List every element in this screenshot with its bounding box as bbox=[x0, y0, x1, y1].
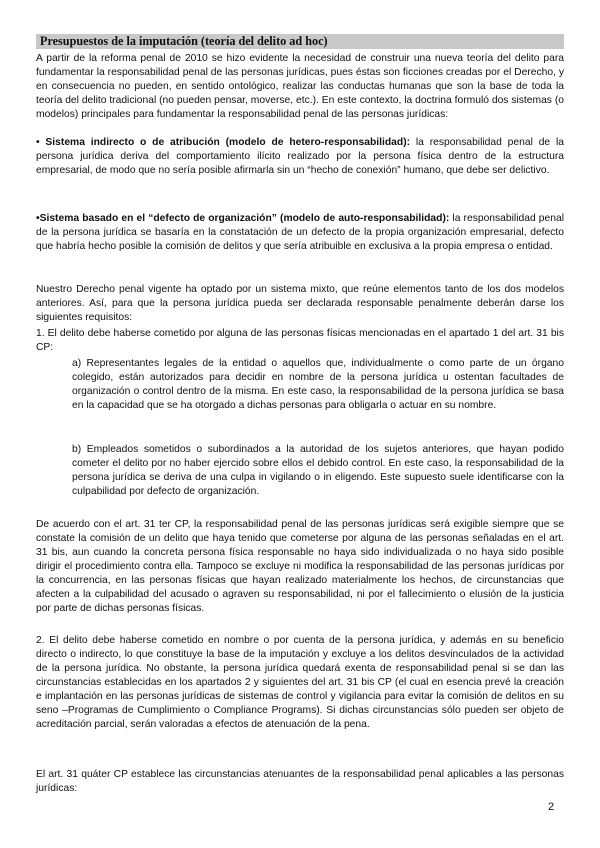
sistema-indirecto-text: la responsabilidad penal de la persona jurídica deriva del comportamiento ilícito realizado por la persona física dentro de la estructura empresarial, de modo que no sería posible afirmarla sin un “hecho de conexión” humano, que debe ser delictivo. bbox=[36, 137, 564, 176]
art-31-ter-paragraph: De acuerdo con el art. 31 ter CP, la responsabilidad penal de las personas jurídicas será exigible siempre que se constate la comisión de un delito que haya tenido que cometerse por alguna de las personas señaladas en el art. 31 bis, aun cuando la concreta persona física responsable no haya sido individualizada o no haya sido posible dirigir el procedimiento contra ella. Tampoco se excluye ni modifica la responsabilidad de las personas jurídicas por la concurrencia, en las personas físicas que hayan realizado materialmente los hechos, de circunstancias que afecten a la culpabilidad del acusado o agraven su responsabilidad, ni por el fallecimiento o elusión de la justicia por parte de dichas personas físicas. bbox=[36, 519, 564, 614]
item-a-representantes: a) Representantes legales de la entidad o aquellos que, individualmente o como parte de un órgano colegido, están autorizados para decidir en nombre de la persona jurídica u ostentan facultades de organización o control dentro de la misma. En este caso, la responsabilidad de la persona jurídica se basa en la capacidad que se ha otorgado a dichas personas para obligarla o actuar en su nombre. bbox=[72, 358, 564, 411]
page-number: 2 bbox=[548, 801, 555, 813]
sistema-defecto-title: •Sistema basado en el “defecto de organización” (modelo de auto-responsabilidad): bbox=[36, 213, 450, 224]
item-b-empleados: b) Empleados sometidos o subordinados a la autoridad de los sujetos anteriores, que hayan podido cometer el delito por no haber ejercido sobre ellos el debido control. En este caso, la responsabilidad de la persona jurídica se deriva de una culpa in vigilando o in eligendo. Este supuesto suele identificarse con la culpabilidad por defecto de organización. bbox=[72, 444, 564, 497]
sistema-defecto-paragraph bbox=[36, 212, 564, 254]
art-31-quater-paragraph: El art. 31 quáter CP establece las circunstancias atenuantes de la responsabilidad penal aplicables a las personas jurídicas: bbox=[36, 769, 564, 794]
sistema-mixto-paragraph: Nuestro Derecho penal vigente ha optado por un sistema mixto, que reúne elementos tanto de los dos modelos anteriores. Así, para que la persona jurídica pueda ser declarada responsable penalmente deberán darse los siguientes requisitos: bbox=[36, 284, 564, 323]
requisito-2: 2. El delito debe haberse cometido en nombre o por cuenta de la persona jurídica, y además en su beneficio directo o indirecto, lo que constituye la base de la imputación y excluye a los delitos desvinculados de la actividad de la persona jurídica. No obstante, la persona jurídica quedará exenta de responsabilidad penal si se dan las circunstancias establecidas en los apartados 2 y siguientes del art. 31 bis CP (el cual en esencia prevé la creación e implantación en las personas jurídicas de sistemas de control y vigilancia para evitar la comisión de delitos en su seno –Programas de Cumplimiento o Compliance Programs). Si dichas circunstancias sólo pueden ser objeto de acreditación parcial, serán valoradas a efectos de atenuación de la pena. bbox=[36, 635, 564, 730]
intro-paragraph: A partir de la reforma penal de 2010 se hizo evidente la necesidad de construir una nueva teoría del delito para fundamentar la responsabilidad penal de las personas jurídicas, pues éstas son ficciones creadas por el Derecho, y en consecuencia no pueden, en sentido ontológico, realizar las conductas humanas que son la base de toda la teoría del delito tradicional (no pueden pensar, moverse, etc.). En este contexto, la doctrina formuló dos sistemas (o modelos) principales para fundamentar la responsabilidad penal de las personas jurídicas: bbox=[36, 53, 564, 120]
section-heading: Presupuestos de la imputación (teoría del delito ad hoc) bbox=[40, 34, 328, 48]
sistema-defecto-text: la responsabilidad penal de la persona jurídica se basaría en la constatación de un defecto de la propia organización empresarial, defecto que habría hecho posible la comisión de delitos y que sería atribuible en exclusiva a la propia empresa o entidad. bbox=[36, 213, 564, 252]
requisito-1: 1. El delito debe haberse cometido por alguna de las personas físicas mencionadas en el apartado 1 del art. 31 bis CP: bbox=[36, 328, 564, 353]
sistema-indirecto-paragraph bbox=[36, 136, 564, 178]
sistema-indirecto-title: • Sistema indirecto o de atribución (modelo de hetero-responsabilidad): bbox=[36, 137, 411, 148]
